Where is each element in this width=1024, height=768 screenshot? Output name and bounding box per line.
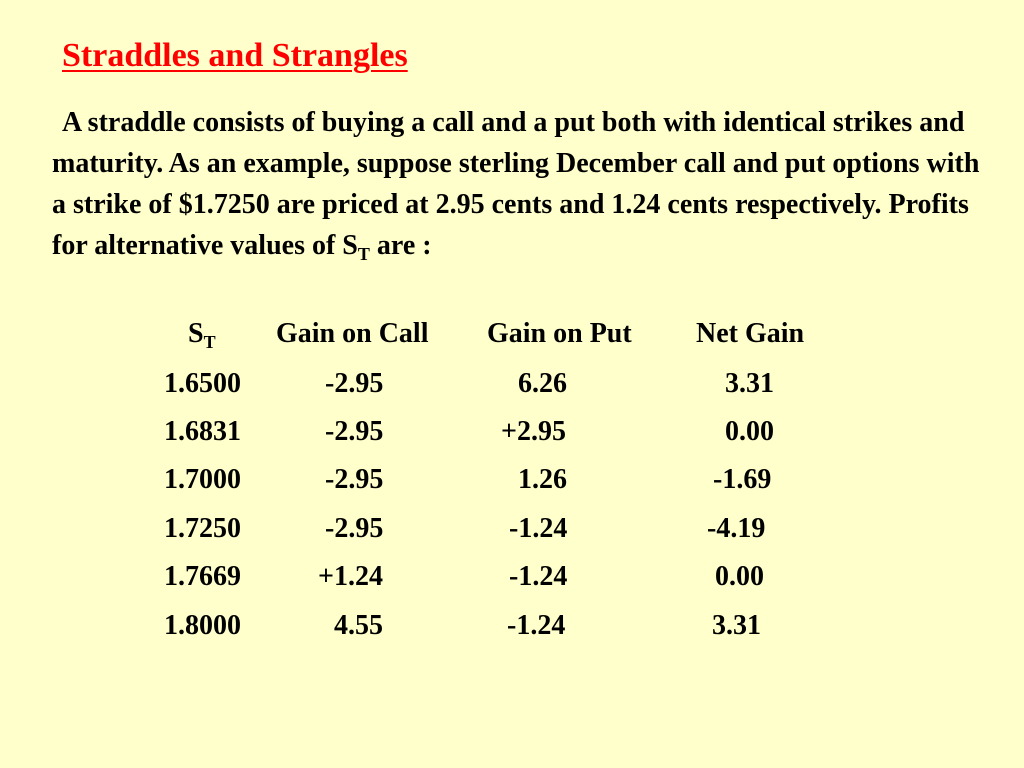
table-row-2-net: 0.00 — [725, 416, 774, 447]
table-row-4-net: -4.19 — [707, 513, 766, 544]
table-row-5-st: 1.7669 — [164, 561, 241, 592]
table-row-4-put: -1.24 — [509, 513, 568, 544]
table-row-2-st: 1.6831 — [164, 416, 241, 447]
table-row-4-call: -2.95 — [325, 513, 384, 544]
intro-paragraph-text: A straddle consists of buying a call and a put both with identical strikes and maturity. As an example, suppose sterling December call and put options with a strike of $1.7250 are priced at 2.95 cents and 1.24 cents respectively. Profits for alternative values of S — [52, 107, 980, 261]
table-row-6-net: 3.31 — [712, 610, 761, 641]
intro-paragraph-tail: are : — [369, 230, 432, 261]
header-gain-on-call: Gain on Call — [276, 318, 429, 349]
table-row-2-call: -2.95 — [325, 416, 384, 447]
table-row-2-put: +2.95 — [501, 416, 566, 447]
intro-paragraph-subscript: T — [357, 244, 370, 264]
table-row-5-call: +1.24 — [318, 561, 383, 592]
header-gain-on-put: Gain on Put — [487, 318, 632, 349]
intro-paragraph — [52, 102, 982, 266]
header-st-subscript: T — [203, 332, 216, 352]
table-row-3-net: -1.69 — [713, 464, 772, 495]
table-row-3-st: 1.7000 — [164, 464, 241, 495]
table-row-5-put: -1.24 — [509, 561, 568, 592]
table-row-4-st: 1.7250 — [164, 513, 241, 544]
table-row-1-call: -2.95 — [325, 368, 384, 399]
slide-title: Straddles and Strangles — [62, 37, 408, 74]
table-row-3-call: -2.95 — [325, 464, 384, 495]
table-row-5-net: 0.00 — [715, 561, 764, 592]
table-row-1-st: 1.6500 — [164, 368, 241, 399]
table-row-1-put: 6.26 — [518, 368, 567, 399]
header-net-gain: Net Gain — [696, 318, 805, 349]
table-row-6-st: 1.8000 — [164, 610, 241, 641]
table-row-6-put: -1.24 — [507, 610, 566, 641]
table-row-3-put: 1.26 — [518, 464, 567, 495]
header-st-main: S — [188, 318, 204, 349]
table-row-6-call: 4.55 — [334, 610, 383, 641]
table-row-1-net: 3.31 — [725, 368, 774, 399]
header-st — [188, 318, 216, 350]
